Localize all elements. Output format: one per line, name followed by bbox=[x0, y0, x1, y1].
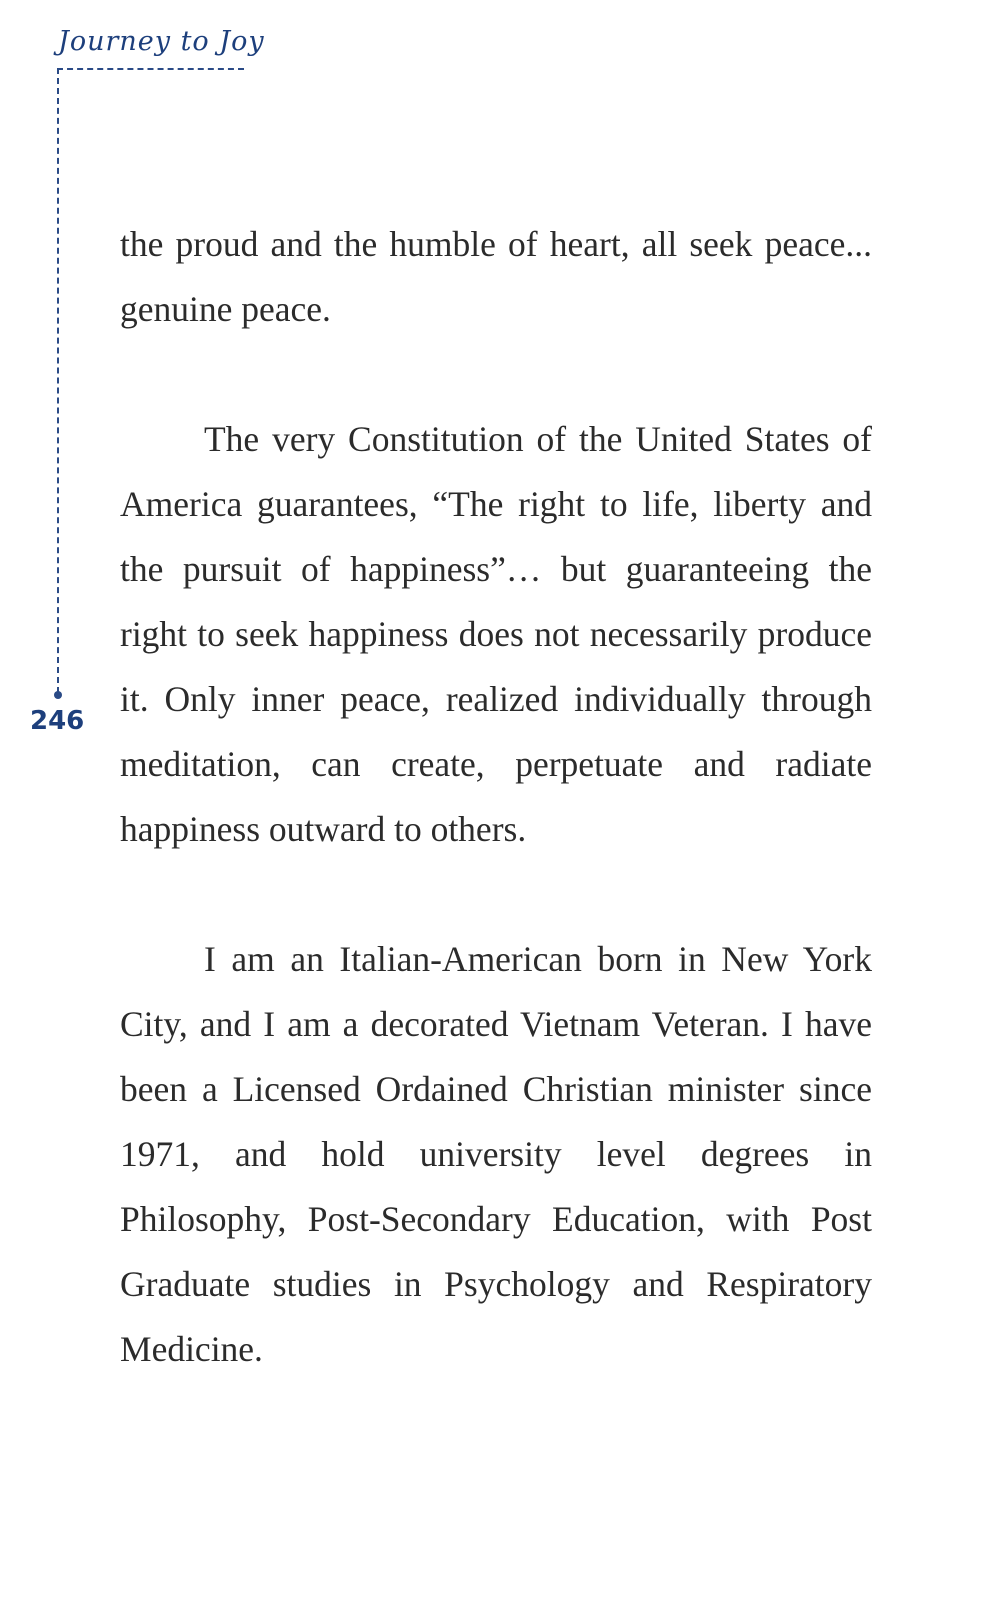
paragraph: The very Constitution of the United States of America guarantees, “The right to life, liberty and the pursuit of happiness”… but guaranteeing the right to seek happiness does not necessarily produce it. Only inner peace, realized individually through meditation, can create, perpetuate and radiate happiness outward to others. bbox=[120, 419, 872, 849]
rule-end-dot bbox=[54, 691, 62, 699]
running-title: Journey to Joy bbox=[58, 26, 265, 57]
margin-dashed-rule bbox=[57, 68, 59, 693]
header-dashed-rule bbox=[57, 68, 244, 70]
paragraph: I am an Italian-American born in New York City, and I am a decorated Vietnam Veteran. I have been a Licensed Ordained Christian minister since 1971, and hold university level degrees in Philosophy, Post-Secondary Education, with Post Graduate studies in Psychology and Respiratory Medicine. bbox=[120, 939, 872, 1369]
page-number: 246 bbox=[30, 706, 85, 736]
paragraph: the proud and the humble of heart, all seek peace... genuine peace. bbox=[120, 224, 872, 329]
body-text bbox=[120, 212, 872, 1447]
